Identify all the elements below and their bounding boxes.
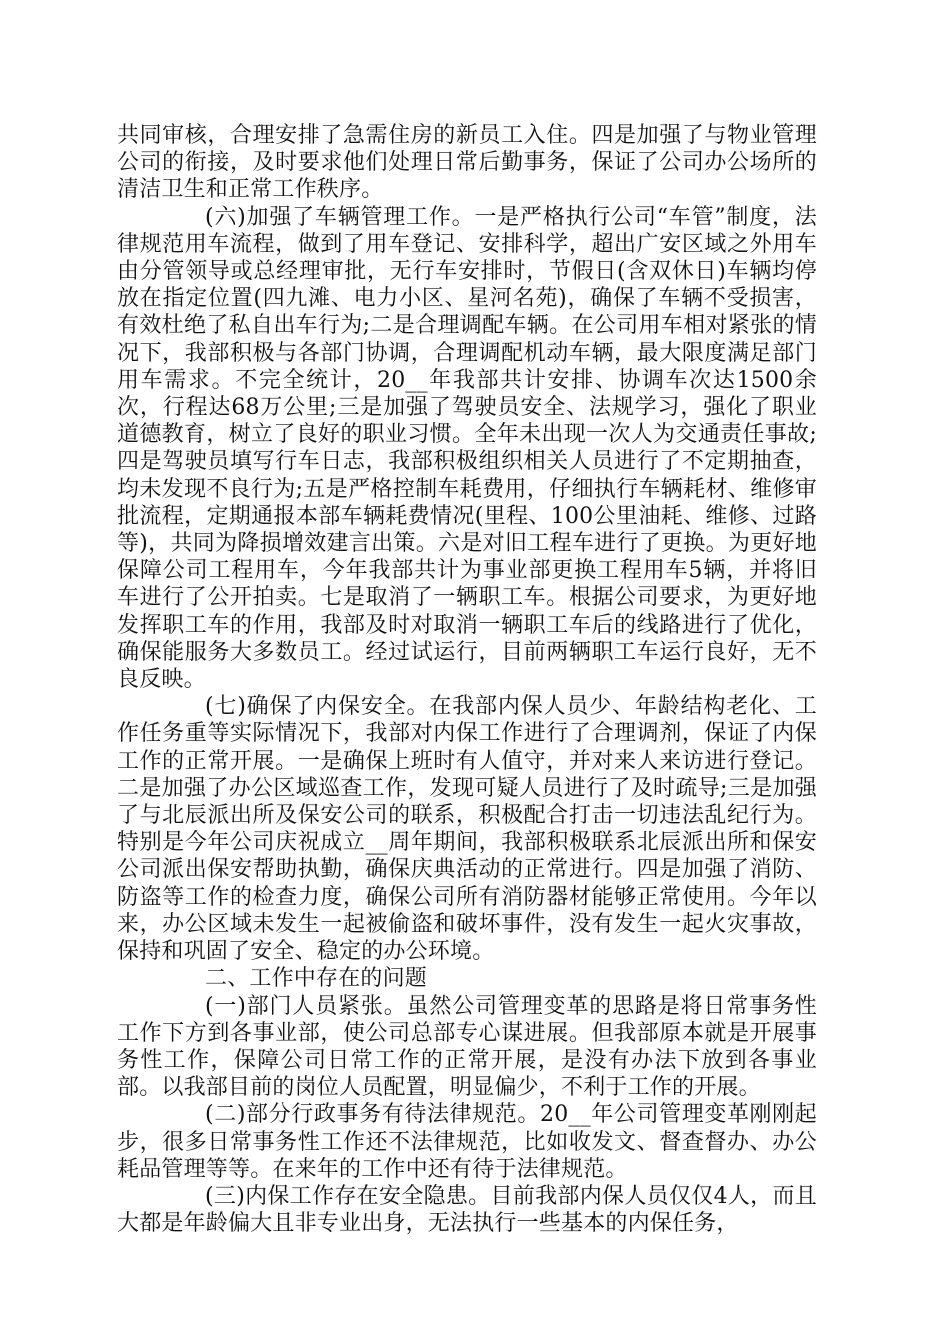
- section-heading-problems: 二、工作中存在的问题: [205, 966, 428, 992]
- document-body: [117, 122, 817, 1237]
- paragraph-internal-security: (七)确保了内保安全。在我部内保人员少、年龄结构老化、工作任务重等实际情况下，我部对内保工作进行了合理调剂，保证了内保工作的正常开展。一是确保上班时有人值守，并对来人来访进行登记。二是加强了办公区域巡查工作，发现可疑人员进行了及时疏导;三是加强了与北辰派出所及保安公司的联系，积极配合打击一切违法乱纪行为。特别是今年公司庆祝成立__周年期间，我部积极联系北辰派出所和保安公司派出保安帮助执勤，确保庆典活动的正常进行。四是加强了消防、防盗等工作的检查力度，确保公司所有消防器材能够正常使用。今年以来，办公区域未发生一起被偷盗和破坏事件，没有发生一起火灾事故，保持和巩固了安全、稳定的办公环境。: [117, 694, 817, 965]
- paragraph-staff-shortage: (一)部门人员紧张。虽然公司管理变革的思路是将日常事务性工作下方到各事业部，使公司总部专心谋进展。但我部原本就是开展事务性工作，保障公司日常工作的正常开展，是没有办法下放到各事业部。以我部目前的岗位人员配置，明显偏少，不利于工作的开展。: [117, 993, 817, 1101]
- paragraph-admin-standards: (二)部分行政事务有待法律规范。20__年公司管理变革刚刚起步，很多日常事务性工作还不法律规范，比如收发文、督查督办、办公耗品管理等等。在来年的工作中还有待于法律规范。: [117, 1102, 817, 1182]
- paragraph-security-risks: (三)内保工作存在安全隐患。目前我部内保人员仅仅4人，而且大都是年龄偏大且非专业出身，无法执行一些基本的内保任务，: [117, 1183, 817, 1237]
- paragraph-vehicle-management: (六)加强了车辆管理工作。一是严格执行公司“车管”制度，法律规范用车流程，做到了用车登记、安排科学，超出广安区域之外用车由分管领导或总经理审批，无行车安排时，节假日(含双休日)车辆均停放在指定位置(四九滩、电力小区、星河名苑)，确保了车辆不受损害，有效杜绝了私自出车行为;二是合理调配车辆。在公司用车相对紧张的情况下，我部积极与各部门协调，合理调配机动车辆，最大限度满足部门用车需求。不完全统计，20__年我部共计安排、协调车次达1500余次，行程达68万公里;三是加强了驾驶员安全、法规学习，强化了职业道德教育，树立了良好的职业习惯。全年未出现一次人为交通责任事故;四是驾驶员填写行车日志，我部积极组织相关人员进行了不定期抽查，均未发现不良行为;五是严格控制车耗费用，仔细执行车辆耗材、维修审批流程，定期通报本部车辆耗费情况(里程、100公里油耗、维修、过路等)，共同为降损增效建言出策。六是对旧工程车进行了更换。为更好地保障公司工程用车，今年我部共计为事业部更换工程用车5辆，并将旧车进行了公开拍卖。七是取消了一辆职工车。根据公司要求，为更好地发挥职工车的作用，我部及时对取消一辆职工车后的线路进行了优化，确保能服务大多数员工。经过试运行，目前两辆职工车运行良好，无不良反映。: [117, 204, 817, 693]
- paragraph-continuation: 共同审核，合理安排了急需住房的新员工入住。四是加强了与物业管理公司的衔接，及时要求他们处理日常后勤事务，保证了公司办公场所的清洁卫生和正常工作秩序。: [117, 123, 817, 203]
